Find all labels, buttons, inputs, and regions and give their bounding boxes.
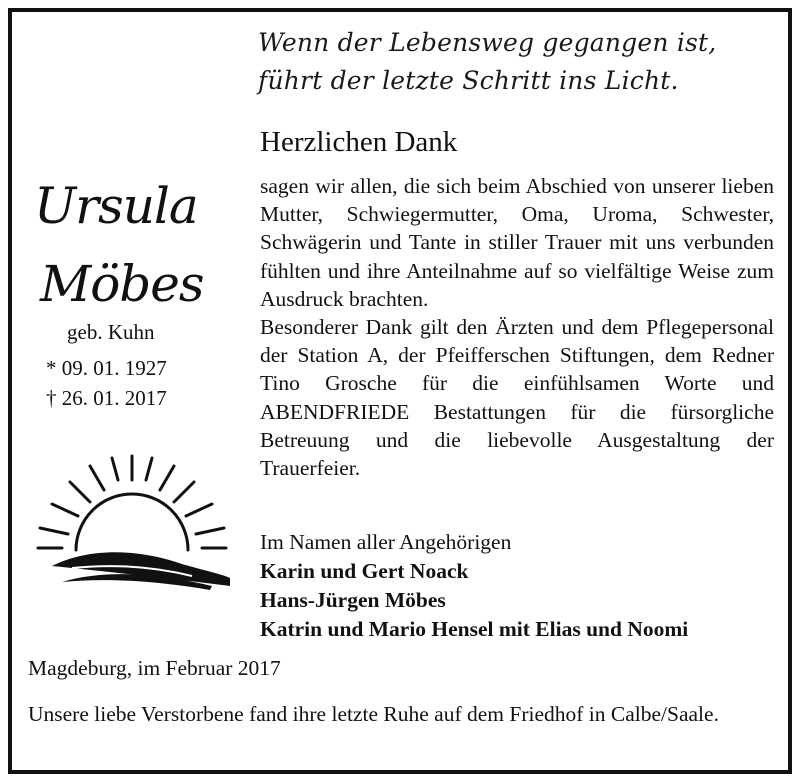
rising-sun-over-hills-icon <box>32 454 232 594</box>
family-member: Katrin und Mario Hensel mit Elias und Noomi <box>260 617 689 641</box>
thanks-paragraph: sagen wir allen, die sich beim Abschied von unserer lieben Mutter, Schwiegermutter, Oma, Uroma, Schwester, Schwägerin und Tante in stiller Trauer mit uns verbunden fühlten und ihre Anteilnahme auf so vielfältige Weise zum Ausdruck brachten. <box>260 174 774 311</box>
thanks-text <box>260 172 774 482</box>
place-date: Magdeburg, im Februar 2017 <box>28 656 281 680</box>
motto-line: führt der letzte Schritt ins Licht. <box>258 66 679 95</box>
maiden-name: geb. Kuhn <box>67 320 155 344</box>
thanks-heading: Herzlichen Dank <box>260 126 458 158</box>
deceased-last-name: Möbes <box>40 255 204 313</box>
deceased-first-name: Ursula <box>34 177 198 235</box>
death-date: † 26. 01. 2017 <box>46 386 167 410</box>
thanks-paragraph: Besonderer Dank gilt den Ärzten und dem Pflegepersonal der Station A, der Pfeifferschen Stiftungen, dem Redner Tino Grosche für die einfühlsamen Worte und ABENDFRIEDE Bestattungen für die fürsorgliche Betreuung und die liebevolle Ausgestaltung der Trauerfeier. <box>260 315 774 481</box>
birth-date: * 09. 01. 1927 <box>46 356 167 380</box>
motto-line: Wenn der Lebensweg gegangen ist, <box>258 28 717 57</box>
family-member: Hans-Jürgen Möbes <box>260 588 446 612</box>
burial-note: Unsere liebe Verstorbene fand ihre letzte Ruhe auf dem Friedhof in Calbe/Saale. <box>28 702 719 726</box>
signoff-intro: Im Namen aller Angehörigen <box>260 530 512 554</box>
family-member: Karin und Gert Noack <box>260 559 469 583</box>
motto-verse <box>258 24 778 100</box>
signoff-block <box>260 528 780 644</box>
